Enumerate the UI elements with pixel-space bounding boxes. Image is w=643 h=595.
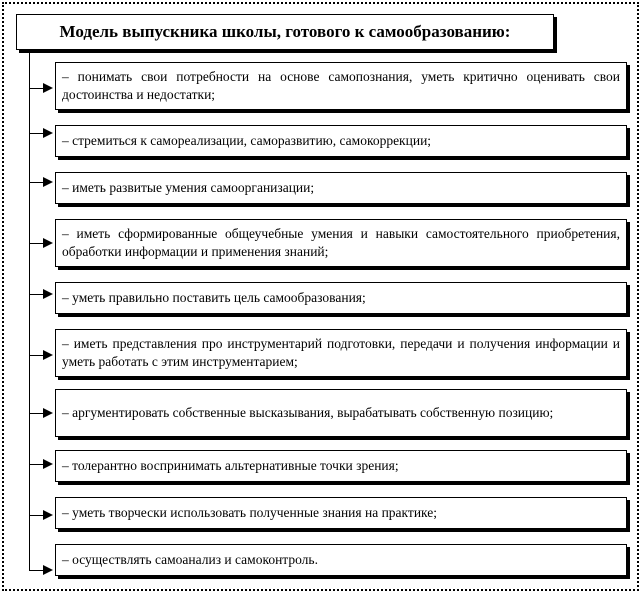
arrow-right-icon xyxy=(43,510,53,520)
arrow-right-icon xyxy=(43,565,53,575)
item-text: – иметь развитые умения самоорганизации; xyxy=(62,180,315,195)
item-box xyxy=(55,450,627,482)
item-box xyxy=(55,62,627,110)
item-text: – уметь правильно поставить цель самообразования; xyxy=(62,290,366,305)
vertical-trunk-line xyxy=(29,51,30,571)
item-text: – понимать свои потребности на основе самопознания, уметь критично оценивать свои достоинства и недостатки; xyxy=(62,69,620,102)
item-box xyxy=(55,497,627,529)
arrow-right-icon xyxy=(43,350,53,360)
arrow-right-icon xyxy=(43,289,53,299)
item-box xyxy=(55,282,627,314)
item-text: – иметь сформированные общеучебные умения и навыки самостоятельного приобретения, обработки информации и применения знаний; xyxy=(62,226,620,259)
arrow-right-icon xyxy=(43,128,53,138)
item-text: – уметь творчески использовать полученные знания на практике; xyxy=(62,505,438,520)
arrow-right-icon xyxy=(43,177,53,187)
item-box xyxy=(55,544,627,576)
item-text: – стремиться к самореализации, саморазвитию, самокоррекции; xyxy=(62,133,432,148)
item-box xyxy=(55,125,627,157)
item-text: – толерантно воспринимать альтернативные точки зрения; xyxy=(62,458,399,473)
item-text: – иметь представления про инструментарий подготовки, передачи и получения информации и уметь работать с этим инструментарием; xyxy=(62,336,620,369)
item-box xyxy=(55,172,627,204)
arrow-right-icon xyxy=(43,408,53,418)
item-box xyxy=(55,329,627,377)
diagram-title-text: Модель выпускника школы, готового к самообразованию: xyxy=(59,22,511,41)
item-box xyxy=(55,389,627,437)
item-box xyxy=(55,219,627,267)
arrow-right-icon xyxy=(43,459,53,469)
item-text: – осуществлять самоанализ и самоконтроль. xyxy=(62,552,318,567)
item-text: – аргументировать собственные высказывания, вырабатывать собственную позицию; xyxy=(62,405,554,420)
arrow-right-icon xyxy=(43,238,53,248)
diagram-title xyxy=(16,14,554,50)
arrow-right-icon xyxy=(43,83,53,93)
